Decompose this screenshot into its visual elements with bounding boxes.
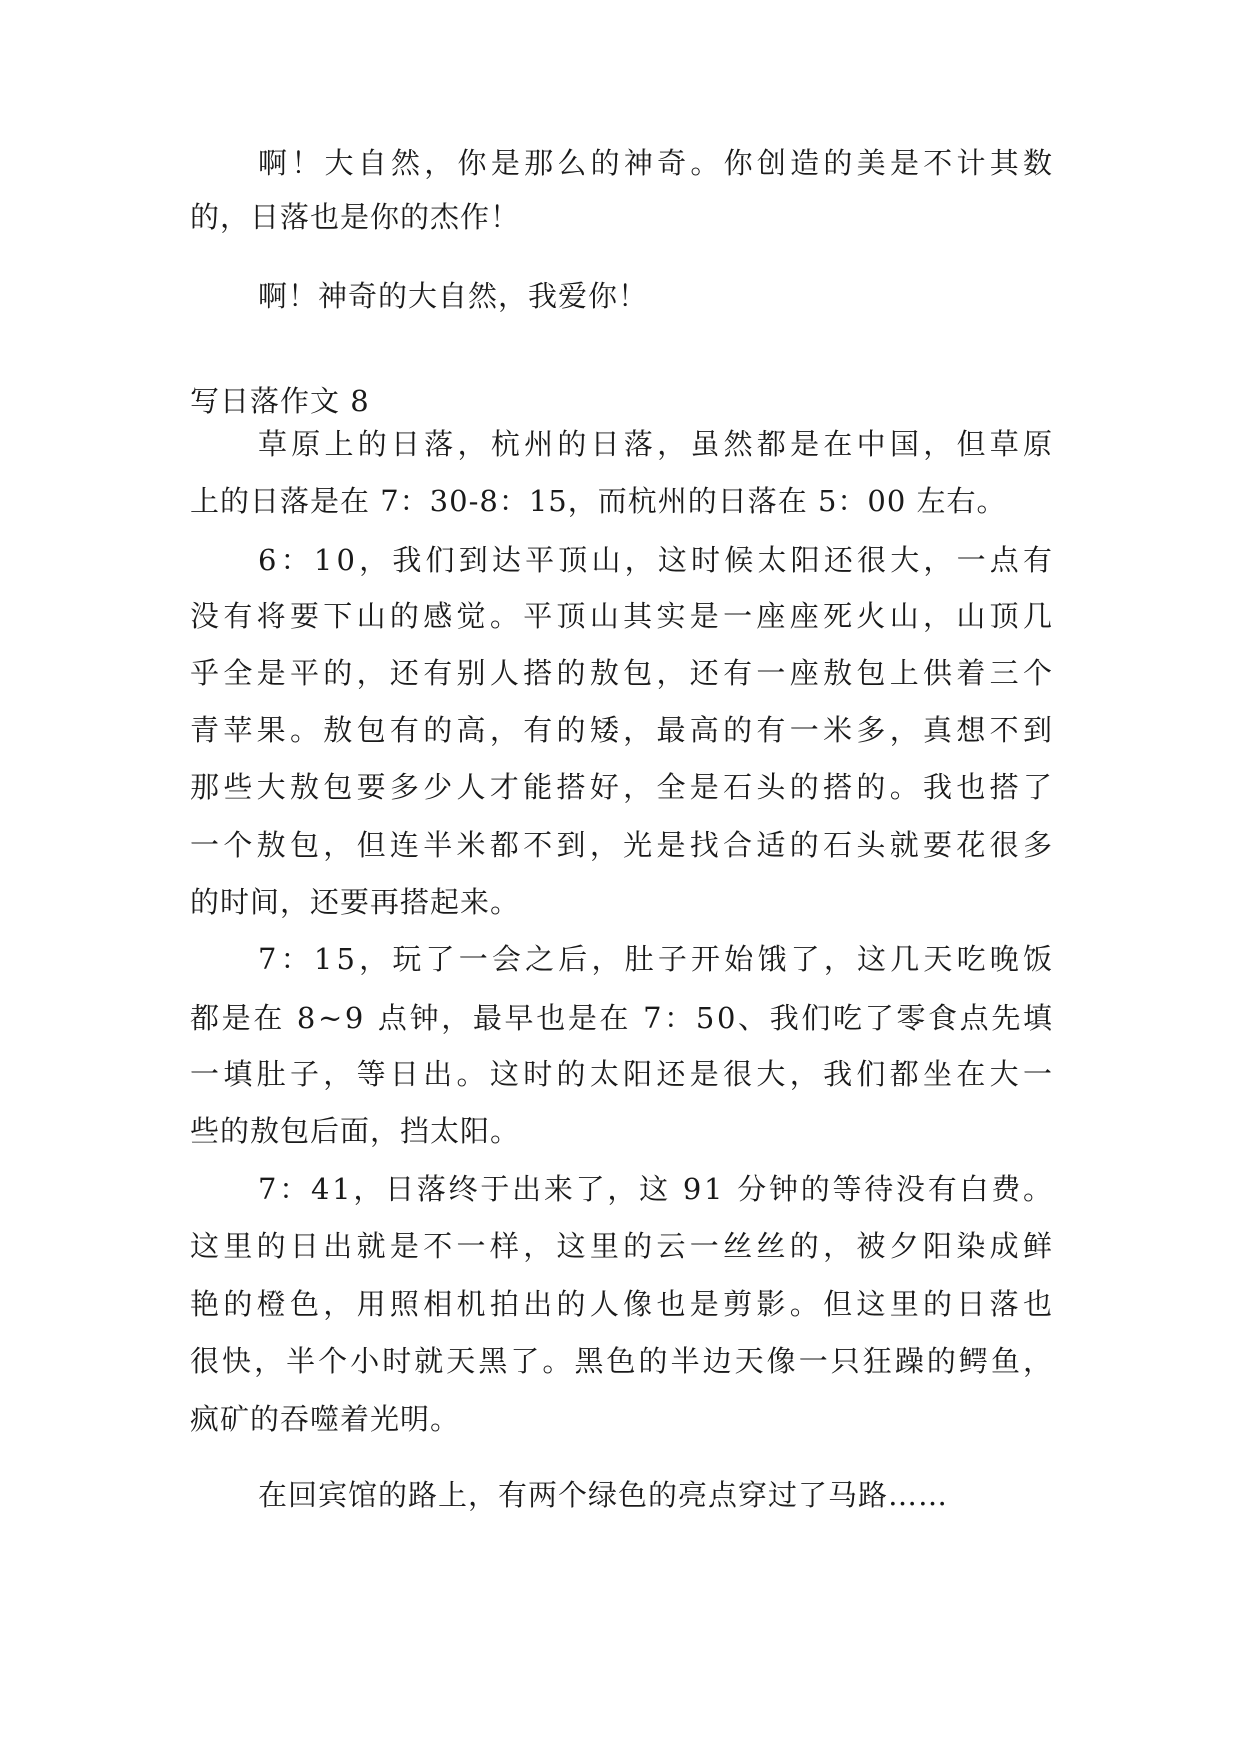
text-line: 草原上的日落，杭州的日落，虽然都是在中国，但草原: [258, 427, 1057, 461]
text-line: 乎全是平的，还有别人搭的敖包，还有一座敖包上供着三个: [190, 656, 1057, 690]
text-line: 6：10，我们到达平顶山，这时候太阳还很大，一点有: [258, 543, 1057, 577]
text-line: 啊！大自然，你是那么的神奇。你创造的美是不计其数: [258, 146, 1057, 180]
text-line: 7：15，玩了一会之后，肚子开始饿了，这几天吃晚饭: [258, 942, 1057, 976]
text-line: 7：41，日落终于出来了，这 91 分钟的等待没有白费。: [258, 1172, 1055, 1206]
text-line: 很快，半个小时就天黑了。黑色的半边天像一只狂躁的鳄鱼，: [190, 1344, 1056, 1378]
text-line: 那些大敖包要多少人才能搭好，全是石头的搭的。我也搭了: [190, 770, 1057, 804]
text-line: 些的敖包后面，挡太阳。: [190, 1114, 521, 1148]
text-line: 疯矿的吞噬着光明。: [190, 1402, 461, 1436]
text-line: 上的日落是在 7：30-8：15，而杭州的日落在 5：00 左右。: [190, 484, 1007, 518]
text-line: 一个敖包，但连半米都不到，光是找合适的石头就要花很多: [190, 828, 1057, 862]
text-line: 都是在 8~9 点钟，最早也是在 7：50、我们吃了零食点先填: [190, 1001, 1055, 1035]
text-line: 艳的橙色，用照相机拍出的人像也是剪影。但这里的日落也: [190, 1287, 1057, 1321]
text-line: 没有将要下山的感觉。平顶山其实是一座座死火山，山顶几: [190, 599, 1057, 633]
text-line: 这里的日出就是不一样，这里的云一丝丝的，被夕阳染成鲜: [190, 1229, 1057, 1263]
text-line: 的时间，还要再搭起来。: [190, 885, 521, 919]
text-line: 在回宾馆的路上，有两个绿色的亮点穿过了马路……: [258, 1478, 949, 1512]
text-line: 啊！神奇的大自然，我爱你！: [258, 279, 649, 313]
section-heading: 写日落作文 8: [190, 384, 370, 418]
text-line: 的，日落也是你的杰作！: [190, 200, 521, 234]
text-line: 青苹果。敖包有的高，有的矮，最高的有一米多，真想不到: [190, 713, 1057, 747]
text-line: 一填肚子，等日出。这时的太阳还是很大，我们都坐在大一: [190, 1057, 1057, 1091]
